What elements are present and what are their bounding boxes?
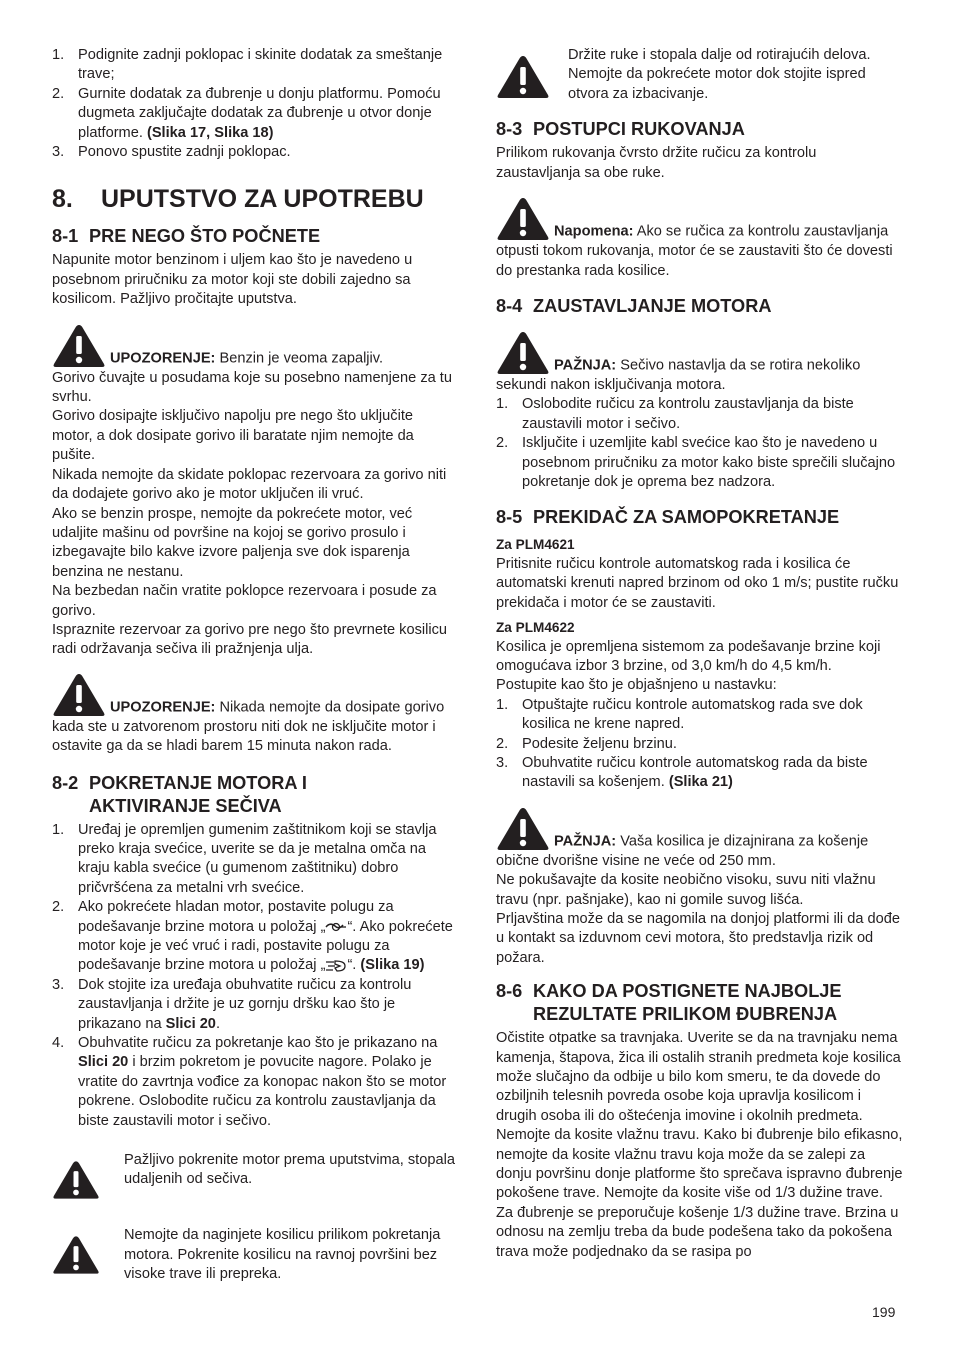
warning-line: Ispraznite rezervoar za gorivo pre nego što prevrnete kosilicu radi održavanja sečiva ili pražnjenja ulja.: [52, 621, 448, 658]
intro-list: [52, 46, 456, 162]
stop-steps-list: [496, 395, 904, 492]
paragraph: Napunite motor benzinom i uljem kao što je navedeno u posebnom priručniku za motor koji ste dobili zajedno sa kosilicom. Pažljivo pročitajte uputstva.: [52, 252, 413, 308]
left-column: [52, 46, 456, 1285]
list-item: 4. Obuhvatite ručicu za pokretanje kao što je prikazano na Slici 20 i brzim pokretom je povucite nagore. Polako je vratite do zavrtnja vođice za konopac nakon što se motor pokrene. Oslobodite ručicu za kontrolu zaustavljanja da biste zaustavili motor i sečivo.: [52, 1035, 447, 1129]
warning-block: UPOZORENJE: Nikada nemojte da dosipate gorivo kada ste u zatvorenom prostoru niti dok ne isključite motor i ostavite ga da se hladi barem 15 minuta nakon rada.: [52, 672, 456, 757]
list-item: 2. Ako pokrećete hladan motor, postavite polugu za podešavanje brzine motora u položaj „ “. Ako pokrećete motor koje je već vruć i radi, postavite polugu za podešavanje brzine motora u položaj „ “. (Slika 19): [52, 899, 453, 974]
warning-triangle-icon: [52, 1159, 100, 1201]
caution-block: [496, 46, 904, 106]
warning-triangle-icon: [496, 330, 550, 376]
warning-triangle-icon: [52, 672, 106, 718]
subheading: Za PLM4622: [496, 620, 575, 636]
section-heading-8-1: 8-1 PRE NEGO ŠTO POČNETE: [52, 226, 321, 247]
warning-line: Prljavština može da se nagomila na donjoj platformi ili da dođe u kontakt sa izduvnom cevi motora, što predstavlja rizik od požara.: [496, 910, 900, 966]
subheading: Za PLM4621: [496, 537, 575, 553]
paragraph: Kosilica je opremljena sistemom za podešavanje brzine koji omogućava izbor 3 brzine, od 3,0 km/h do 4,5 km/h.: [496, 638, 881, 674]
paragraph: Postupite kao što je objašnjeno u nastavku:: [496, 677, 777, 694]
paragraph: Za đubrenje se preporučuje košenje 1/3 dužine trave. Brzina u odnosu na zemlju treba da bude podešena tako da pokošena trava može podjednako da se rasipa po: [496, 1204, 899, 1260]
speed-steps-list: [496, 696, 904, 793]
list-item: 3. Dok stojite iza uređaja obuhvatite ručicu za kontrolu zaustavljanja i držite je uz gornju dršku kao što je prikazano na Slici 20.: [52, 976, 412, 1032]
warning-triangle-icon: [52, 1234, 100, 1276]
section-heading-8-6: 8-6 KAKO DA POSTIGNETE NAJBOLJE REZULTATE PRILIKOM ĐUBRENJA: [496, 981, 842, 1025]
warning-line: Gorivo čuvajte u posudama koje su posebno namenjene za tu svrhu.: [52, 369, 452, 406]
list-item: 3. Ponovo spustite zadnji poklopac.: [52, 144, 291, 161]
warning-block: PAŽNJA: Vaša kosilica je dizajnirana za košenje obične dvorišne visine ne veće od 250 mm. Ne pokušavajte da kosite neobično visoku, suvu niti vlažnu travu (npr. pašnjake), kao ni gomile suvog lišća. Prljavština može da se nagomila na donjoj platformi ili da dođe u kontakt sa izduvnom cevi motora, što predstavlja rizik od požara.: [496, 806, 904, 968]
caution-block: [52, 1226, 456, 1284]
warning-line: Gorivo dosipajte isključivo napolju pre nego što uključite motor, a dok dosipate gorivo ili baratate njim nemojte da pušite.: [52, 408, 414, 464]
choke-icon: [325, 921, 347, 933]
section-heading-8-5: 8-5 PREKIDAČ ZA SAMOPOKRETANJE: [496, 507, 840, 528]
list-item: 3. Obuhvatite ručicu kontrole automatskog rada da biste nastavili sa košenjem. (Slika 21): [496, 754, 868, 791]
warning-line: Ne pokušavajte da kosite neobično visoku, suvu niti vlažnu travu (npr. pašnjake), kao ni gomile suvog lišća.: [496, 872, 876, 908]
paragraph: Prilikom rukovanja čvrsto držite ručicu za kontrolu zaustavljanja sa obe ruke.: [496, 145, 817, 181]
section-heading-8-4: 8-4 ZAUSTAVLJANJE MOTORA: [496, 296, 772, 317]
warning-line: Nikada nemojte da skidate poklopac rezervoara za gorivo niti da dodajete gorivo ako je motor uključen ili vruć.: [52, 466, 447, 503]
warning-triangle-icon: [496, 196, 550, 242]
start-steps-list: [52, 821, 456, 1132]
caution-text: Pažljivo pokrenite motor prema uputstvima, stopala udaljenih od sečiva.: [124, 1152, 455, 1188]
right-column: [496, 46, 904, 1262]
caution-block: [52, 1151, 456, 1207]
warning-block: PAŽNJA: Sečivo nastavlja da se rotira nekoliko sekundi nakon isključivanja motora.: [496, 330, 904, 395]
caution-text: Nemojte da naginjete kosilicu prilikom pokretanja motora. Pokrenite kosilicu na ravnoj površini bez visoke trave ili prepreka.: [124, 1227, 441, 1283]
caution-text: Držite ruke i stopala dalje od rotirajućih delova. Nemojte da pokrećete motor dok stojite ispred otvora za izbacivanje.: [568, 47, 871, 102]
paragraph: Očistite otpatke sa travnjaka. Uverite se da na travnjaku nema kamenja, štapova, žica ili ostalih stranih predmeta koje kosilica može slučajno da odbije u bilo kom smeru, te da dovede do ozbiljnih telesnih povreda osobe koja upravlja kosilicom i drugih osoba ili do oštećenja imovine i okolnih predmeta. Nemojte da kosite vlažnu travu. Kako bi đubrenje bilo efikasno, nemojte da kosite vlažnu travu koja može da se zalepi za donju površinu donje platforme što sprečava ispravno đubrenje pokošene trave. Nemojte da kosite više od 1/3 dužine trave.: [496, 1030, 903, 1202]
warning-triangle-icon: [496, 806, 550, 852]
warning-block: UPOZORENJE: Benzin je veoma zapaljiv. Gorivo čuvajte u posudama koje su posebno namenjene za tu svrhu. Gorivo dosipajte isključivo napolju pre nego što uključite motor, a dok dosipate gorivo ili baratate njim nemojte da pušite. Nikada nemojte da skidate poklopac rezervoara za gorivo niti da dodajete gorivo ako je motor uključen ili vruć. Ako se benzin prospe, nemojte da pokrećete motor, već udaljite mašinu od površine na kojoj se gorivo prosulo i izbegavajte bilo kakve izvore paljenja sve dok isparenja benzina ne nestanu. Na bezbedan način vratite poklopce rezervoara i posude za gorivo. Ispraznite rezervoar za gorivo pre nego što prevrnete kosilicu radi održavanja sečiva ili pražnjenja ulja.: [52, 323, 456, 660]
list-item: 1. Podignite zadnji poklopac i skinite dodatak za smeštanje trave;: [52, 47, 443, 83]
warning-line: Na bezbedan način vratite poklopce rezervoara i posude za gorivo.: [52, 583, 437, 619]
list-item: 2. Gurnite dodatak za đubrenje u donju platformu. Pomoću dugmeta zaključajte dodatak za đubrenje u otvor donje platforme. (Slika 17, Slika 18): [52, 85, 441, 141]
note-block: Napomena: Ako se ručica za kontrolu zaustavljanja otpusti tokom rukovanja, motor će se zaustaviti što će dovesti do prestanka rada kosilice.: [496, 196, 904, 281]
warning-triangle-icon: [52, 323, 106, 369]
run-speed-icon: [325, 959, 347, 973]
section-heading-8-2: 8-2 POKRETANJE MOTORA I AKTIVIRANJE SEČIVA: [52, 772, 307, 816]
section-heading-8-3: 8-3 POSTUPCI RUKOVANJA: [496, 119, 745, 140]
list-item: 1. Otpuštajte ručicu kontrole automatskog rada sve dok kosilica ne krene napred.: [496, 696, 863, 733]
list-item: 1. Oslobodite ručicu za kontrolu zaustavljanja da biste zaustavili motor i sečivo.: [496, 396, 854, 432]
list-item: 2. Podesite željenu brzinu.: [496, 735, 677, 752]
page-number: 199: [872, 1304, 896, 1320]
warning-line: Ako se benzin prospe, nemojte da pokrećete motor, već udaljite mašinu od površine na kojoj se gorivo prosulo i izbegavajte bilo kakve izvore paljenja sve dok isparenja benzina ne nestanu.: [52, 505, 413, 580]
list-item: 1. Uređaj je opremljen gumenim zaštitnikom koji se stavlja preko kraja svećice, uverite se da je metalna omča na kraju kabla svećice (u gumenom zaštitniku) dobro pričvršćena za metalni vrh svećice.: [52, 821, 437, 896]
warning-triangle-icon: [496, 54, 550, 100]
chapter-heading: 8. UPUTSTVO ZA UPOTREBU: [52, 185, 424, 214]
paragraph: Pritisnite ručicu kontrole automatskog rada i kosilica će automatski krenuti napred brzinom od oko 1 m/s; pustite ručku prekidača i motor će se zaustaviti.: [496, 555, 899, 611]
list-item: 2. Isključite i uzemljite kabl svećice kao što je navedeno u posebnom priručniku za motor kako biste sprečili slučajno pokretanje dok je oprema bez nadzora.: [496, 435, 896, 491]
